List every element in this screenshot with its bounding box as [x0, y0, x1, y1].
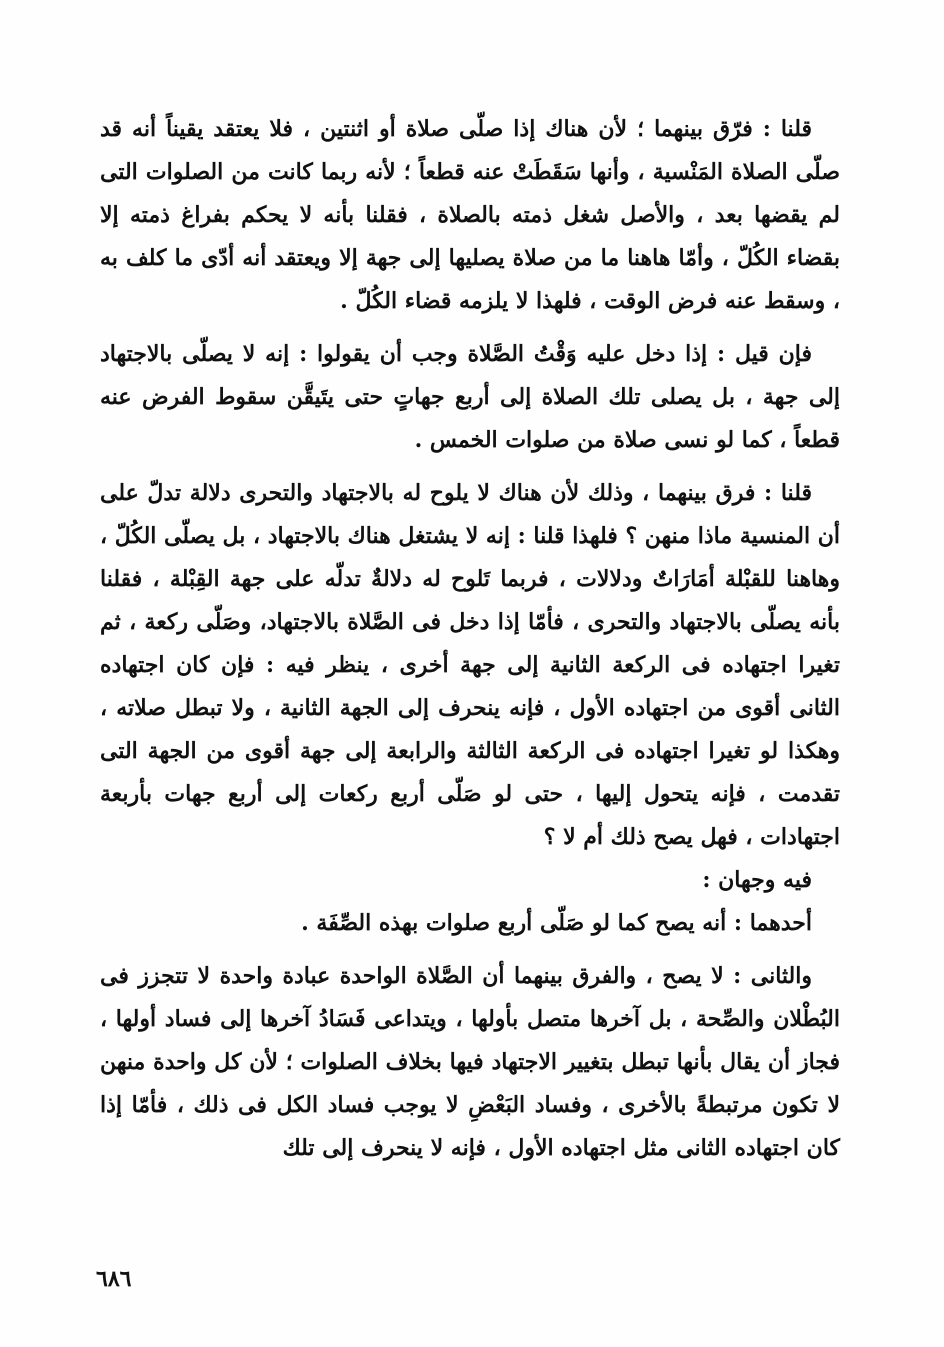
paragraph-6: والثانى : لا يصح ، والفرق بينهما أن الصَّلاة الواحدة عبادة واحدة لا تتجزز فى البُطْلان والصِّحة ، بل آخرها متصل بأولها ، ويتداعى فَسَادُ آخرها إلى فساد أولها ، فجاز أن يقال بأنها تبطل بتغيير الاجتهاد فيها بخلاف الصلوات ؛ لأن كل واحدة منهن لا تكون مرتبطةً بالأخرى ، وفساد البَعْضِ لا يوجب فساد الكل فى ذلك ، فأمّا إذا كان اجتهاده الثانى مثل اجتهاده الأول ، فإنه لا ينحرف إلى تلك	[100, 963, 840, 1161]
paragraph-2: فإن قيل : إذا دخل عليه وَقْتُ الصَّلاة وجب أن يقولوا : إنه لا يصلّى بالاجتهاد إلى جهة ، بل يصلى تلك الصلاة إلى أربع جهاتٍ حتى يتَيقَّن سقوط الفرض عنه قطعاً ، كما لو نسى صلاة من صلوات الخمس .	[100, 341, 840, 453]
paragraph-gap	[100, 945, 840, 955]
paragraph-gap	[100, 323, 840, 333]
paragraph-gap	[100, 462, 840, 472]
paragraph-1: قلنا : فرّق بينهما ؛ لأن هناك إذا صلّى صلاة أو اثنتين ، فلا يعتقد يقيناً أنه قد صلّى الصلاة المَنْسية ، وأنها سَقَطَتْ عنه قطعاً ؛ لأنه ربما كانت من الصلوات التى لم يقضها بعد ، والأصل شغل ذمته بالصلاة ، فقلنا بأنه لا يحكم بفراغ ذمته إلا بقضاء الكُلّ ، وأمّا هاهنا ما من صلاة يصليها إلى جهة إلا ويعتقد أنه أدّى ما كلف به ، وسقط عنه فرض الوقت ، فلهذا لا يلزمه قضاء الكُلّ .	[100, 116, 841, 314]
paragraph-3: قلنا : فرق بينهما ، وذلك لأن هناك لا يلوح له بالاجتهاد والتحرى دلالة تدلّ على أن المنسية ماذا منهن ؟ فلهذا قلنا : إنه لا يشتغل هناك بالاجتهاد ، بل يصلّى الكُلّ ، وهاهنا للقبْلة أمَارَاتٌ ودلالات ، فربما تَلوح له دلالةٌ تدلّه على جهة القِبْلة ، فقلنا بأنه يصلّى بالاجتهاد والتحرى ، فأمّا إذا دخل فى الصَّلاة بالاجتهاد، وصَلّى ركعة ، ثم تغيرا اجتهاده فى الركعة الثانية إلى جهة أخرى ، ينظر فيه : فإن كان اجتهاده الثانى أقوى من اجتهاده الأول ، فإنه ينحرف إلى الجهة الثانية ، ولا تبطل صلاته ، وهكذا لو تغيرا اجتهاده فى الركعة الثالثة والرابعة إلى جهة أقوى من الجهة التى تقدمت ، فإنه يتحول إليها ، حتى لو صَلّى أربع ركعات إلى أربع جهات بأربعة اجتهادات ، فهل يصح ذلك أم لا ؟	[100, 480, 840, 850]
page-number: ٦٨٦	[96, 1266, 132, 1292]
page-body	[100, 108, 840, 1170]
paragraph-4-heading: فيه وجهان :	[702, 867, 812, 893]
paragraph-5: أحدهما : أنه يصح كما لو صَلّى أربع صلوات بهذه الصِّفَة .	[301, 910, 812, 936]
